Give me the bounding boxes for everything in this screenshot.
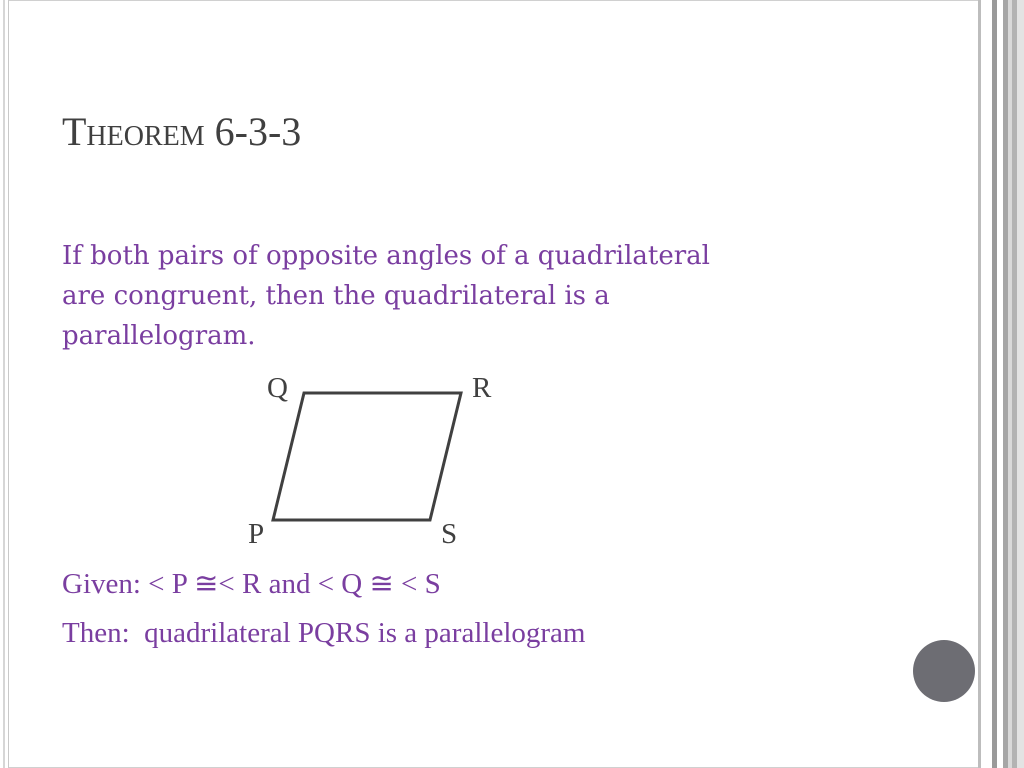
- slide-title: Theorem 6-3-3: [62, 109, 302, 154]
- then-statement: Then: quadrilateral PQRS is a parallelogram: [62, 617, 586, 649]
- theorem-statement: [62, 236, 862, 356]
- statement-line: parallelogram.: [62, 321, 256, 351]
- given-statement: Given: < P ≅< R and < Q ≅ < S: [62, 568, 441, 600]
- corner-circle-decoration: [913, 640, 975, 702]
- right-stripe-decoration: [978, 0, 1024, 768]
- vertex-label-s: S: [441, 518, 458, 550]
- vertex-label-q: Q: [267, 372, 288, 404]
- statement-line: If both pairs of opposite angles of a quadrilateral: [62, 241, 710, 271]
- parallelogram-figure: [260, 380, 480, 530]
- vertex-label-r: R: [472, 372, 492, 404]
- top-border-line: [9, 0, 979, 1]
- parallelogram-shape: [273, 393, 461, 520]
- vertex-label-p: P: [248, 518, 265, 550]
- left-border-decoration: [0, 0, 9, 768]
- statement-line: are congruent, then the quadrilateral is a: [62, 281, 610, 311]
